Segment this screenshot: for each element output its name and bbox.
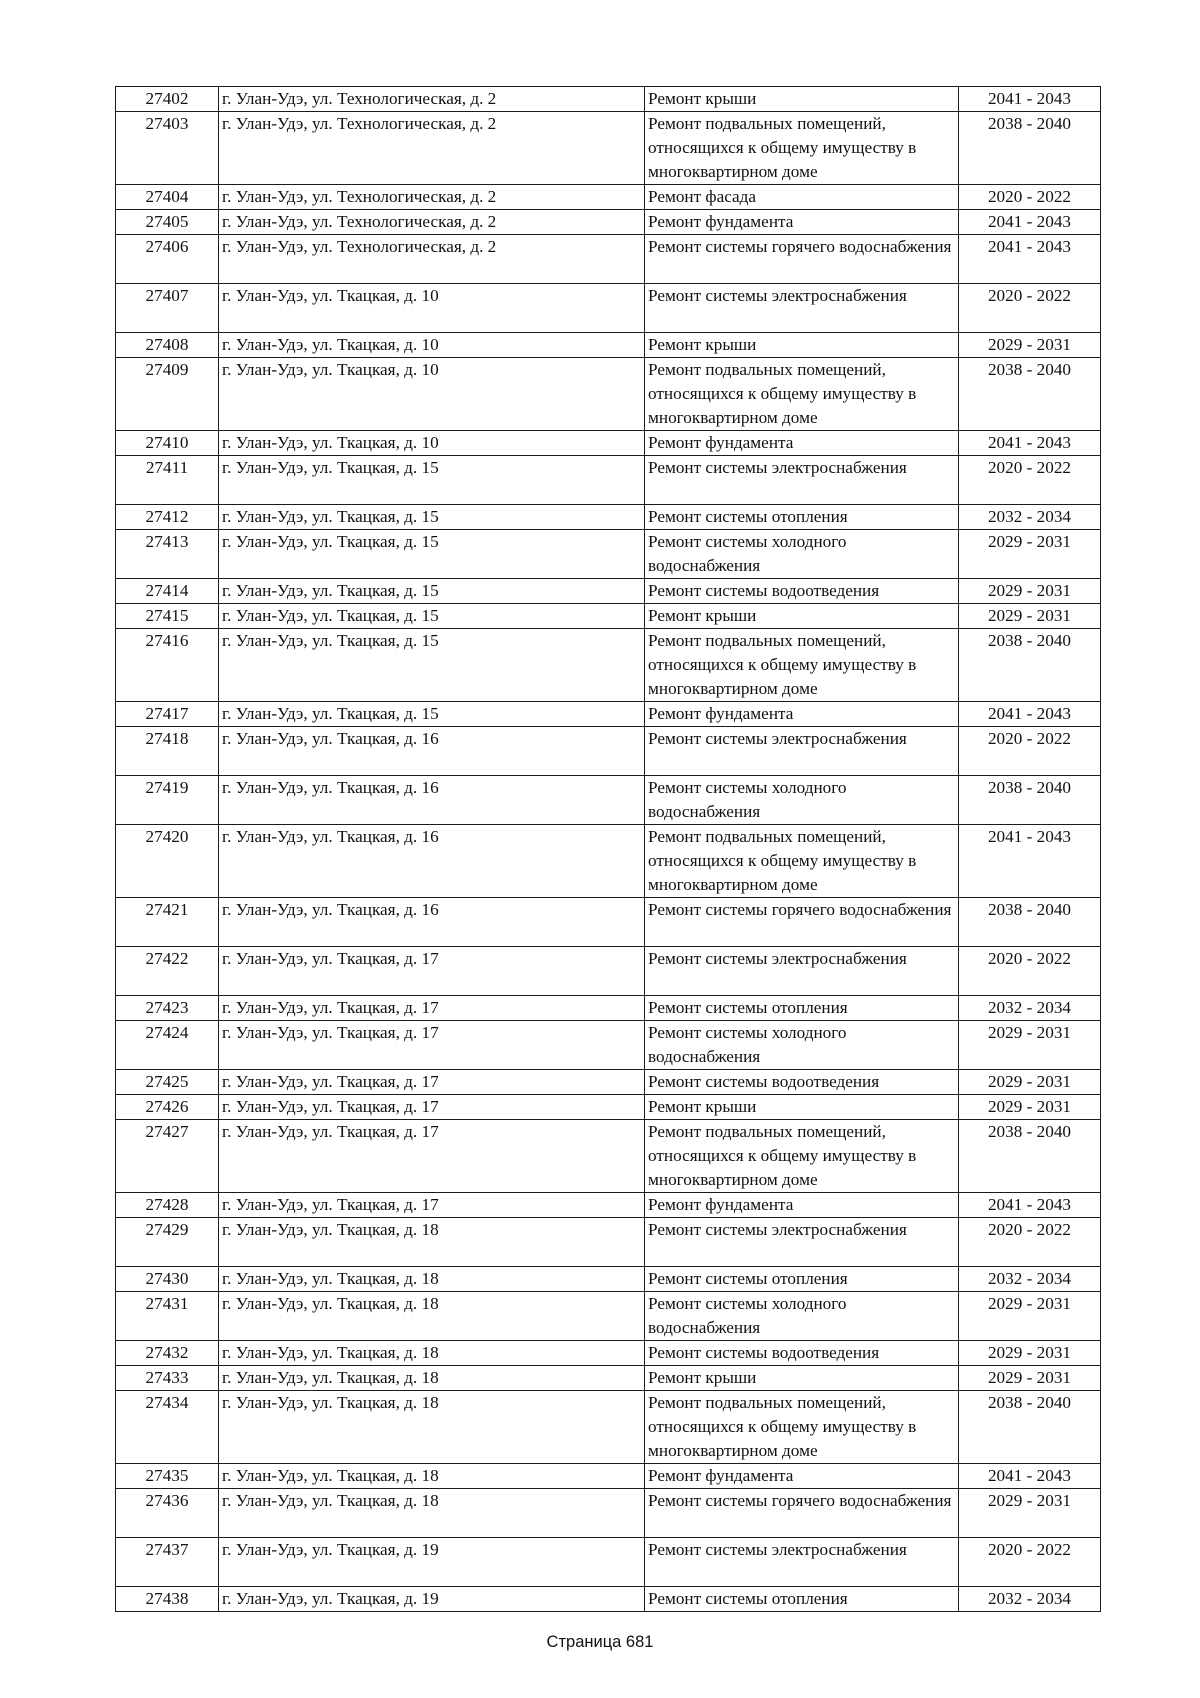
- address-cell: г. Улан-Удэ, ул. Ткацкая, д. 17: [219, 1070, 645, 1095]
- row-number-cell: 27436: [116, 1489, 219, 1538]
- period-cell: 2029 - 2031: [959, 1021, 1101, 1070]
- period-cell: 2029 - 2031: [959, 1095, 1101, 1120]
- work-type-cell: Ремонт системы холодного водоснабжения: [645, 1021, 959, 1070]
- work-type-cell: Ремонт системы электроснабжения: [645, 1218, 959, 1267]
- address-cell: г. Улан-Удэ, ул. Ткацкая, д. 19: [219, 1587, 645, 1612]
- address-cell: г. Улан-Удэ, ул. Ткацкая, д. 10: [219, 284, 645, 333]
- address-cell: г. Улан-Удэ, ул. Ткацкая, д. 16: [219, 727, 645, 776]
- row-number-cell: 27407: [116, 284, 219, 333]
- period-cell: 2032 - 2034: [959, 1587, 1101, 1612]
- table-row: [116, 1193, 1101, 1218]
- period-cell: 2020 - 2022: [959, 1538, 1101, 1587]
- work-type-cell: Ремонт фундамента: [645, 1193, 959, 1218]
- table-row: [116, 1366, 1101, 1391]
- period-cell: 2041 - 2043: [959, 825, 1101, 898]
- table-row: [116, 702, 1101, 727]
- row-number-cell: 27415: [116, 604, 219, 629]
- table-row: [116, 898, 1101, 947]
- address-cell: г. Улан-Удэ, ул. Ткацкая, д. 17: [219, 1120, 645, 1193]
- row-number-cell: 27425: [116, 1070, 219, 1095]
- work-type-cell: Ремонт подвальных помещений, относящихся к общему имуществу в многоквартирном доме: [645, 1391, 959, 1464]
- address-cell: г. Улан-Удэ, ул. Ткацкая, д. 17: [219, 1021, 645, 1070]
- row-number-cell: 27406: [116, 235, 219, 284]
- work-type-cell: Ремонт крыши: [645, 1366, 959, 1391]
- period-cell: 2041 - 2043: [959, 431, 1101, 456]
- address-cell: г. Улан-Удэ, ул. Технологическая, д. 2: [219, 210, 645, 235]
- period-cell: 2032 - 2034: [959, 996, 1101, 1021]
- repair-schedule-table: [115, 86, 1101, 1612]
- table-row: [116, 1391, 1101, 1464]
- row-number-cell: 27411: [116, 456, 219, 505]
- row-number-cell: 27420: [116, 825, 219, 898]
- table-row: [116, 87, 1101, 112]
- period-cell: 2041 - 2043: [959, 1464, 1101, 1489]
- period-cell: 2038 - 2040: [959, 112, 1101, 185]
- period-cell: 2020 - 2022: [959, 185, 1101, 210]
- work-type-cell: Ремонт системы горячего водоснабжения: [645, 898, 959, 947]
- address-cell: г. Улан-Удэ, ул. Технологическая, д. 2: [219, 185, 645, 210]
- table-row: [116, 1489, 1101, 1538]
- table-row: [116, 431, 1101, 456]
- table-row: [116, 1095, 1101, 1120]
- period-cell: 2041 - 2043: [959, 87, 1101, 112]
- work-type-cell: Ремонт системы электроснабжения: [645, 1538, 959, 1587]
- address-cell: г. Улан-Удэ, ул. Ткацкая, д. 18: [219, 1489, 645, 1538]
- row-number-cell: 27438: [116, 1587, 219, 1612]
- row-number-cell: 27417: [116, 702, 219, 727]
- row-number-cell: 27419: [116, 776, 219, 825]
- work-type-cell: Ремонт фасада: [645, 185, 959, 210]
- address-cell: г. Улан-Удэ, ул. Ткацкая, д. 15: [219, 604, 645, 629]
- period-cell: 2020 - 2022: [959, 1218, 1101, 1267]
- table-row: [116, 1120, 1101, 1193]
- table-row: [116, 579, 1101, 604]
- period-cell: 2038 - 2040: [959, 898, 1101, 947]
- work-type-cell: Ремонт подвальных помещений, относящихся к общему имуществу в многоквартирном доме: [645, 1120, 959, 1193]
- work-type-cell: Ремонт системы отопления: [645, 1267, 959, 1292]
- page-number: Страница 681: [546, 1633, 654, 1651]
- row-number-cell: 27412: [116, 505, 219, 530]
- work-type-cell: Ремонт подвальных помещений, относящихся к общему имуществу в многоквартирном доме: [645, 629, 959, 702]
- work-type-cell: Ремонт фундамента: [645, 1464, 959, 1489]
- work-type-cell: Ремонт системы холодного водоснабжения: [645, 776, 959, 825]
- period-cell: 2032 - 2034: [959, 1267, 1101, 1292]
- table-row: [116, 996, 1101, 1021]
- address-cell: г. Улан-Удэ, ул. Ткацкая, д. 18: [219, 1292, 645, 1341]
- work-type-cell: Ремонт системы отопления: [645, 505, 959, 530]
- table-row: [116, 505, 1101, 530]
- row-number-cell: 27429: [116, 1218, 219, 1267]
- row-number-cell: 27409: [116, 358, 219, 431]
- row-number-cell: 27432: [116, 1341, 219, 1366]
- address-cell: г. Улан-Удэ, ул. Ткацкая, д. 18: [219, 1218, 645, 1267]
- table-row: [116, 333, 1101, 358]
- work-type-cell: Ремонт подвальных помещений, относящихся к общему имуществу в многоквартирном доме: [645, 112, 959, 185]
- address-cell: г. Улан-Удэ, ул. Ткацкая, д. 19: [219, 1538, 645, 1587]
- address-cell: г. Улан-Удэ, ул. Ткацкая, д. 16: [219, 898, 645, 947]
- row-number-cell: 27423: [116, 996, 219, 1021]
- period-cell: 2038 - 2040: [959, 1391, 1101, 1464]
- period-cell: 2029 - 2031: [959, 579, 1101, 604]
- table-row: [116, 1070, 1101, 1095]
- row-number-cell: 27434: [116, 1391, 219, 1464]
- row-number-cell: 27416: [116, 629, 219, 702]
- address-cell: г. Улан-Удэ, ул. Ткацкая, д. 15: [219, 702, 645, 727]
- period-cell: 2041 - 2043: [959, 1193, 1101, 1218]
- work-type-cell: Ремонт крыши: [645, 604, 959, 629]
- row-number-cell: 27435: [116, 1464, 219, 1489]
- period-cell: 2041 - 2043: [959, 235, 1101, 284]
- address-cell: г. Улан-Удэ, ул. Ткацкая, д. 10: [219, 358, 645, 431]
- row-number-cell: 27408: [116, 333, 219, 358]
- row-number-cell: 27405: [116, 210, 219, 235]
- work-type-cell: Ремонт системы отопления: [645, 1587, 959, 1612]
- work-type-cell: Ремонт системы холодного водоснабжения: [645, 1292, 959, 1341]
- address-cell: г. Улан-Удэ, ул. Ткацкая, д. 18: [219, 1391, 645, 1464]
- table-row: [116, 1292, 1101, 1341]
- table-row: [116, 235, 1101, 284]
- table-row: [116, 1218, 1101, 1267]
- table-row: [116, 825, 1101, 898]
- row-number-cell: 27410: [116, 431, 219, 456]
- table-row: [116, 604, 1101, 629]
- period-cell: 2029 - 2031: [959, 1489, 1101, 1538]
- row-number-cell: 27422: [116, 947, 219, 996]
- address-cell: г. Улан-Удэ, ул. Ткацкая, д. 15: [219, 456, 645, 505]
- period-cell: 2020 - 2022: [959, 284, 1101, 333]
- period-cell: 2038 - 2040: [959, 776, 1101, 825]
- period-cell: 2020 - 2022: [959, 727, 1101, 776]
- address-cell: г. Улан-Удэ, ул. Ткацкая, д. 15: [219, 530, 645, 579]
- work-type-cell: Ремонт системы горячего водоснабжения: [645, 235, 959, 284]
- address-cell: г. Улан-Удэ, ул. Ткацкая, д. 17: [219, 1193, 645, 1218]
- work-type-cell: Ремонт подвальных помещений, относящихся к общему имуществу в многоквартирном доме: [645, 825, 959, 898]
- address-cell: г. Улан-Удэ, ул. Ткацкая, д. 17: [219, 947, 645, 996]
- table-row: [116, 1464, 1101, 1489]
- row-number-cell: 27426: [116, 1095, 219, 1120]
- period-cell: 2029 - 2031: [959, 333, 1101, 358]
- row-number-cell: 27414: [116, 579, 219, 604]
- address-cell: г. Улан-Удэ, ул. Ткацкая, д. 15: [219, 579, 645, 604]
- table-row: [116, 185, 1101, 210]
- table-row: [116, 112, 1101, 185]
- period-cell: 2029 - 2031: [959, 530, 1101, 579]
- work-type-cell: Ремонт крыши: [645, 333, 959, 358]
- period-cell: 2038 - 2040: [959, 1120, 1101, 1193]
- table-body: [116, 87, 1101, 1612]
- address-cell: г. Улан-Удэ, ул. Ткацкая, д. 17: [219, 996, 645, 1021]
- period-cell: 2038 - 2040: [959, 629, 1101, 702]
- table-row: [116, 1341, 1101, 1366]
- work-type-cell: Ремонт системы электроснабжения: [645, 456, 959, 505]
- address-cell: г. Улан-Удэ, ул. Ткацкая, д. 10: [219, 431, 645, 456]
- row-number-cell: 27427: [116, 1120, 219, 1193]
- work-type-cell: Ремонт системы электроснабжения: [645, 947, 959, 996]
- period-cell: 2029 - 2031: [959, 1341, 1101, 1366]
- address-cell: г. Улан-Удэ, ул. Технологическая, д. 2: [219, 112, 645, 185]
- table-row: [116, 456, 1101, 505]
- table-row: [116, 1587, 1101, 1612]
- address-cell: г. Улан-Удэ, ул. Технологическая, д. 2: [219, 235, 645, 284]
- work-type-cell: Ремонт системы горячего водоснабжения: [645, 1489, 959, 1538]
- work-type-cell: Ремонт подвальных помещений, относящихся к общему имуществу в многоквартирном доме: [645, 358, 959, 431]
- table-row: [116, 1267, 1101, 1292]
- period-cell: 2041 - 2043: [959, 210, 1101, 235]
- work-type-cell: Ремонт фундамента: [645, 210, 959, 235]
- row-number-cell: 27404: [116, 185, 219, 210]
- table-row: [116, 284, 1101, 333]
- row-number-cell: 27431: [116, 1292, 219, 1341]
- row-number-cell: 27430: [116, 1267, 219, 1292]
- row-number-cell: 27403: [116, 112, 219, 185]
- work-type-cell: Ремонт крыши: [645, 87, 959, 112]
- work-type-cell: Ремонт системы водоотведения: [645, 1070, 959, 1095]
- table-row: [116, 530, 1101, 579]
- period-cell: 2038 - 2040: [959, 358, 1101, 431]
- row-number-cell: 27424: [116, 1021, 219, 1070]
- table-row: [116, 1538, 1101, 1587]
- address-cell: г. Улан-Удэ, ул. Ткацкая, д. 18: [219, 1267, 645, 1292]
- address-cell: г. Улан-Удэ, ул. Ткацкая, д. 15: [219, 629, 645, 702]
- address-cell: г. Улан-Удэ, ул. Ткацкая, д. 15: [219, 505, 645, 530]
- period-cell: 2041 - 2043: [959, 702, 1101, 727]
- address-cell: г. Улан-Удэ, ул. Ткацкая, д. 18: [219, 1366, 645, 1391]
- row-number-cell: 27428: [116, 1193, 219, 1218]
- work-type-cell: Ремонт системы отопления: [645, 996, 959, 1021]
- address-cell: г. Улан-Удэ, ул. Ткацкая, д. 10: [219, 333, 645, 358]
- work-type-cell: Ремонт крыши: [645, 1095, 959, 1120]
- period-cell: 2029 - 2031: [959, 604, 1101, 629]
- period-cell: 2029 - 2031: [959, 1366, 1101, 1391]
- period-cell: 2029 - 2031: [959, 1292, 1101, 1341]
- table-row: [116, 629, 1101, 702]
- table-row: [116, 776, 1101, 825]
- row-number-cell: 27418: [116, 727, 219, 776]
- row-number-cell: 27402: [116, 87, 219, 112]
- table-row: [116, 947, 1101, 996]
- table-row: [116, 1021, 1101, 1070]
- row-number-cell: 27413: [116, 530, 219, 579]
- row-number-cell: 27437: [116, 1538, 219, 1587]
- address-cell: г. Улан-Удэ, ул. Ткацкая, д. 18: [219, 1341, 645, 1366]
- work-type-cell: Ремонт системы электроснабжения: [645, 284, 959, 333]
- address-cell: г. Улан-Удэ, ул. Ткацкая, д. 17: [219, 1095, 645, 1120]
- period-cell: 2020 - 2022: [959, 947, 1101, 996]
- table-row: [116, 358, 1101, 431]
- work-type-cell: Ремонт фундамента: [645, 431, 959, 456]
- table-row: [116, 727, 1101, 776]
- row-number-cell: 27421: [116, 898, 219, 947]
- work-type-cell: Ремонт фундамента: [645, 702, 959, 727]
- period-cell: 2032 - 2034: [959, 505, 1101, 530]
- address-cell: г. Улан-Удэ, ул. Ткацкая, д. 18: [219, 1464, 645, 1489]
- work-type-cell: Ремонт системы водоотведения: [645, 579, 959, 604]
- period-cell: 2029 - 2031: [959, 1070, 1101, 1095]
- address-cell: г. Улан-Удэ, ул. Технологическая, д. 2: [219, 87, 645, 112]
- table-row: [116, 210, 1101, 235]
- address-cell: г. Улан-Удэ, ул. Ткацкая, д. 16: [219, 825, 645, 898]
- work-type-cell: Ремонт системы водоотведения: [645, 1341, 959, 1366]
- work-type-cell: Ремонт системы холодного водоснабжения: [645, 530, 959, 579]
- work-type-cell: Ремонт системы электроснабжения: [645, 727, 959, 776]
- row-number-cell: 27433: [116, 1366, 219, 1391]
- period-cell: 2020 - 2022: [959, 456, 1101, 505]
- address-cell: г. Улан-Удэ, ул. Ткацкая, д. 16: [219, 776, 645, 825]
